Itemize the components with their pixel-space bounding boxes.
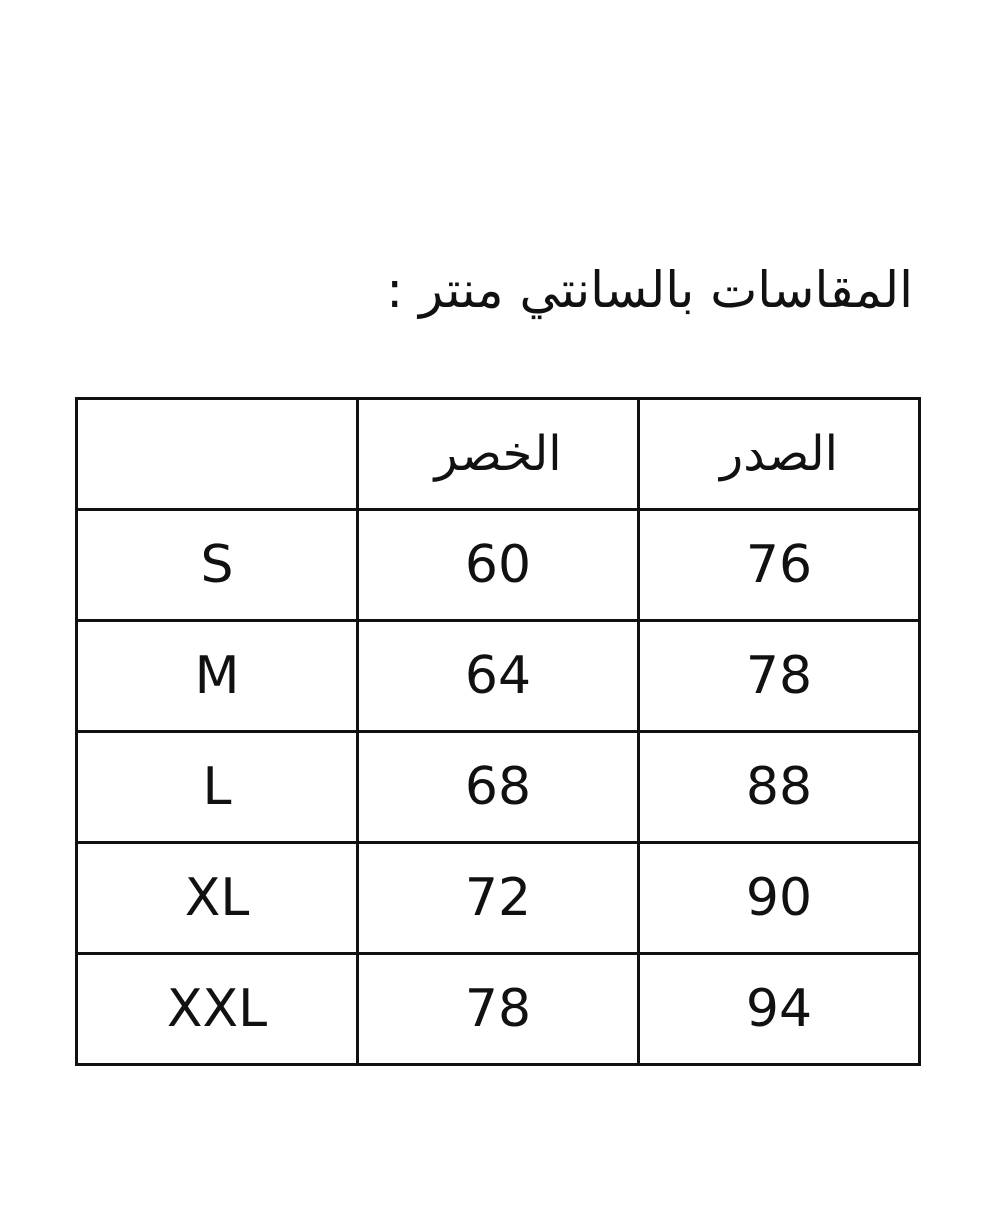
table-header-row bbox=[77, 399, 920, 510]
cell-chest: 90 bbox=[639, 843, 920, 954]
cell-size: XXL bbox=[77, 954, 358, 1065]
table-row bbox=[77, 510, 920, 621]
page-title: المقاسات بالسانتي منتر : bbox=[386, 261, 913, 319]
cell-chest: 88 bbox=[639, 732, 920, 843]
cell-size: XL bbox=[77, 843, 358, 954]
table-row bbox=[77, 621, 920, 732]
table-row bbox=[77, 954, 920, 1065]
cell-chest: 76 bbox=[639, 510, 920, 621]
cell-waist: 72 bbox=[358, 843, 639, 954]
header-chest: الصدر bbox=[639, 399, 920, 510]
cell-size: S bbox=[77, 510, 358, 621]
cell-size: M bbox=[77, 621, 358, 732]
cell-chest: 94 bbox=[639, 954, 920, 1065]
header-size bbox=[77, 399, 358, 510]
table-row bbox=[77, 732, 920, 843]
header-waist: الخصر bbox=[358, 399, 639, 510]
size-chart-table bbox=[75, 397, 921, 1066]
cell-waist: 68 bbox=[358, 732, 639, 843]
cell-size: L bbox=[77, 732, 358, 843]
table-row bbox=[77, 843, 920, 954]
cell-waist: 78 bbox=[358, 954, 639, 1065]
cell-waist: 60 bbox=[358, 510, 639, 621]
cell-waist: 64 bbox=[358, 621, 639, 732]
cell-chest: 78 bbox=[639, 621, 920, 732]
